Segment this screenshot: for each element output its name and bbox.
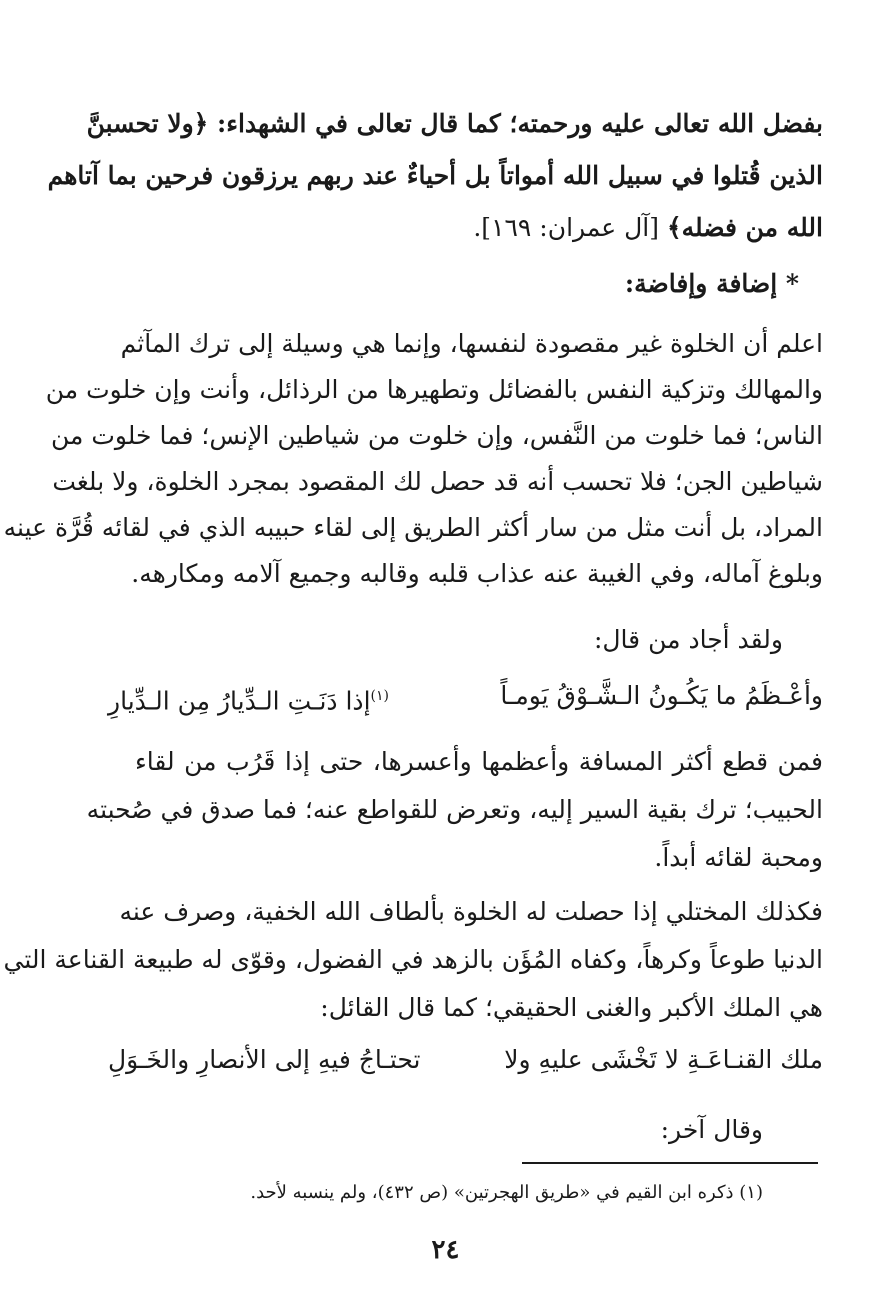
para2-line4: شياطين الجن؛ فلا تحسب أنه قد حصل لك المقصود بمجرد الخلوة، ولا بلغت [52, 467, 823, 496]
footnote: (١) ذكره ابن القيم في «طريق الهجرتين» (ص ٤٣٢)، ولم ينسبه لأحد. [250, 1182, 763, 1203]
para1-line2: الذين قُتلوا في سبيل الله أمواتاً بل أحياءٌ عند ربهم يرزقون فرحين بما آتاهم [47, 161, 823, 190]
verse3-intro: وقال آخر: [660, 1115, 763, 1144]
verse2-hemistich2: تحتـاجُ فيهِ إلى الأنصارِ والخَـوَلِ [108, 1045, 421, 1074]
para2-line5: المراد، بل أنت مثل من سار أكثر الطريق إلى لقاء حبيبه الذي في لقائه قُرَّة عينه [3, 513, 823, 542]
verse1-intro: ولقد أجاد من قال: [593, 625, 783, 654]
para4-line2: الدنيا طوعاً وكرهاً، وكفاه المُؤَن بالزهد في الفضول، وقوّى له طبيعة القناعة التي [3, 945, 823, 974]
para1-line1: بفضل الله تعالى عليه ورحمته؛ كما قال تعالى في الشهداء: ﴿ولا تحسبنَّ [86, 109, 823, 138]
para2-line6: وبلوغ آماله، وفي الغيبة عنه عذاب قلبه وقالبه وجميع آلامه ومكارهه. [131, 559, 823, 588]
para2-line3: الناس؛ فما خلوت من النَّفس، وإن خلوت من شياطين الإنس؛ فما خلوت من [50, 421, 823, 450]
quran-citation: [آل عمران: ١٦٩]. [473, 213, 667, 242]
page-number: ٢٤ [431, 1235, 460, 1265]
para2-line1: اعلم أن الخلوة غير مقصودة لنفسها، وإنما هي وسيلة إلى ترك المآثم [120, 329, 823, 358]
para2-line2: والمهالك وتزكية النفس بالفضائل وتطهيرها من الرذائل، وأنت وإن خلوت من [45, 375, 823, 404]
footnote-marker: (١) [370, 688, 389, 704]
verse2-hemistich1: ملك القنـاعَـةِ لا تَخْشَى عليهِ ولا [504, 1045, 823, 1074]
para3-line1: فمن قطع أكثر المسافة وأعظمها وأعسرها، حتى إذا قَرُب من لقاء [135, 747, 823, 776]
para1-line3 [108, 208, 823, 248]
verse1-hemistich2: $^{(١)}$إذا دَنَـتِ الـدِّيارُ مِن الـدِّيارِ [108, 686, 389, 716]
para4-line3: هي الملك الأكبر والغنى الحقيقي؛ كما قال القائل: [320, 993, 823, 1022]
para3-line3: ومحبة لقائه أبداً. [654, 843, 823, 872]
footnote-divider [522, 1162, 818, 1164]
section-heading: * إضافة وإفاضة: [624, 269, 799, 298]
para3-line2: الحبيب؛ ترك بقية السير إليه، وتعرض للقواطع عنه؛ فما صدق في صُحبته [86, 795, 823, 824]
verse1-hemistich1: وأعْـظَمُ ما يَكُـونُ الـشَّـوْقُ يَومـاً [500, 681, 823, 710]
para4-line1: فكذلك المختلي إذا حصلت له الخلوة بألطاف الله الخفية، وصرف عنه [119, 897, 823, 926]
quran-quote-end: الله من فضله﴾ [666, 213, 823, 242]
